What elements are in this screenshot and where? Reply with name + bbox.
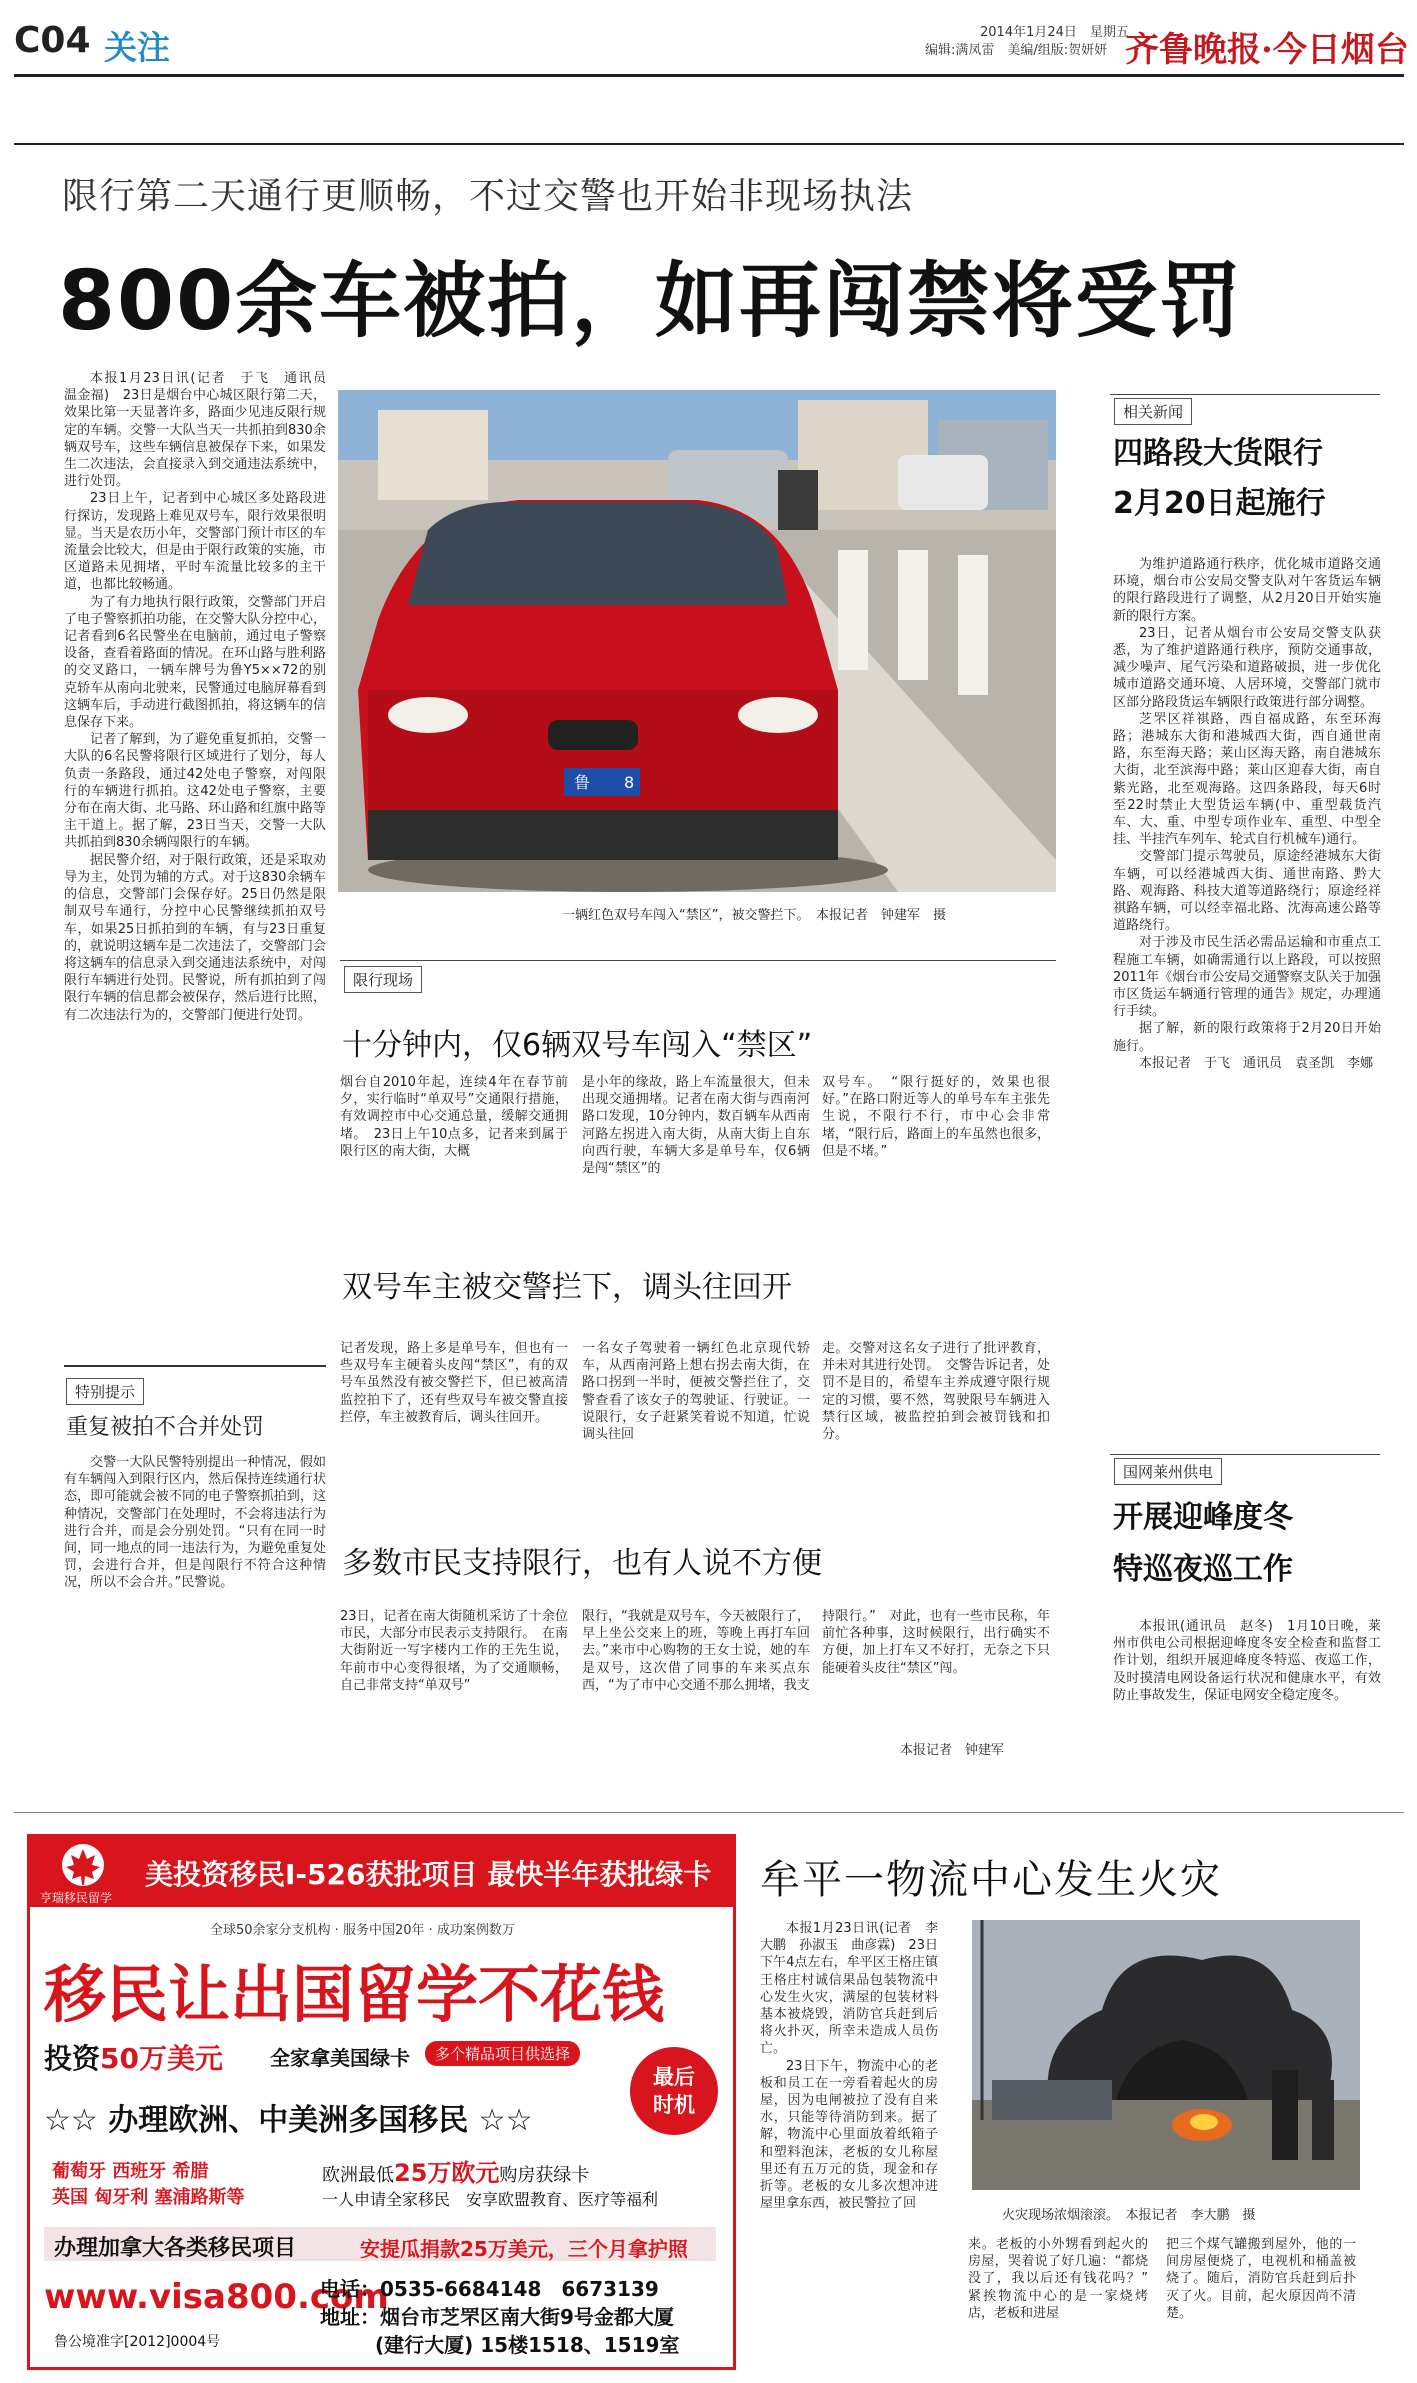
advertisement[interactable] [27, 1834, 736, 2370]
main-photo [338, 390, 1056, 892]
ad-phone: 电话：0535-6684148 6673139 [320, 2277, 659, 2301]
text-column: 来。老板的小外甥看到起火的房屋，哭着说了好几遍：“都烧没了，我以后还有钱花吗？” 紧挨物流中心的是一家烧烤店，老板和进屋 [968, 2237, 1162, 2321]
license-plate-end: 8 [624, 773, 635, 792]
ad-big-text: 移民让出国留学不花钱 [44, 1958, 665, 2031]
ad-canada: 办理加拿大各类移民项目 [54, 2236, 297, 2261]
tip-title: 重复被拍不合并处罚 [66, 1415, 265, 1440]
power-tag: 国网莱州供电 [1114, 1458, 1222, 1485]
fire-headline: 牟平一物流中心发生火灾 [760, 1857, 1222, 1903]
ad-invest-post: 全家拿美国绿卡 [270, 2046, 410, 2070]
scene-subtitle-2: 双号车主被交警拦下，调头往回开 [342, 1270, 792, 1305]
paragraph: 芝罘区祥祺路，西自福成路，东至环海路；港城东大街和港城西大街，西自通世南路，东至海天路；莱山区海天路，南自港城东大街，北至滨海中路；莱山区迎春大街，南自紫光路，北至观海路。这四条路段，每天6时至22时禁止大型货运车辆(中、重型载货汽车、大、重、中型专项作业车、重型、中型全挂、半挂汽车列车、轮式自行机械车)通行。 [1113, 711, 1381, 848]
ad-euro-min-amount: 25万欧元 [394, 2159, 500, 2187]
maple-leaf-icon [48, 1843, 118, 1889]
paragraph: 本报讯(通讯员 赵冬) 1月10日晚，莱州市供电公司根据迎峰度冬安全检查和监督工作计划，组织开展迎峰度冬特巡、夜巡工作，及时摸清电网设备运行状况和健康水平，有效防止事故发生，保证电网安全稳定度冬。 [1113, 1619, 1381, 1703]
text-column: 把三个煤气罐搬到屋外，他的一间房屋便烧了，电视机和桶盖被烧了。随后，消防官兵赶到后扑灭了火。目前，起火原因尚不清楚。 [1166, 2237, 1356, 2321]
paragraph: 据了解，新的限行政策将于2月20日开始施行。 [1113, 1021, 1381, 1054]
ad-euro-min-post: 购房获绿卡 [499, 2165, 590, 2186]
ad-address-1: 地址：烟台市芝罘区南大街9号金都大厦 [320, 2305, 674, 2329]
ad-strip: 全球50余家分支机构 · 服务中国20年 · 成功案例数万 [210, 1923, 515, 1938]
ad-euro-min-pre: 欧洲最低 [322, 2165, 394, 2186]
headline-top-rule [14, 143, 1404, 145]
headline: 800余车被拍，如再闯禁将受罚 [58, 254, 1244, 349]
text-column: 限行，“我就是双号车，今天被限行了，早上坐公交来上的班，等晚上再打车回去。”来市中心购物的王女士说，她的车是双号，这次借了同事的车来买点东西，“为了市中心交通不那么拥堵，我支 [582, 1609, 810, 1693]
masthead-rule [14, 74, 1404, 77]
ad-burst-line: 时机 [653, 2093, 695, 2117]
ad-pill: 多个精品项目供选择 [425, 2041, 580, 2066]
ad-countries-1: 葡萄牙 西班牙 希腊 [52, 2161, 209, 2182]
photo-caption: 一辆红色双号车闯入“禁区”，被交警拦下。 本报记者 钟建军 摄 [562, 908, 946, 923]
paragraph: 为了有力地执行限行政策，交警部门开启了电子警察抓拍功能，在交警大队分控中心，记者看到6名民警坐在电脑前，通过电子警察设备，查看着路面的情况。在环山路与胜利路的交叉路口，一辆车牌号为鲁Y5××72的别克轿车从南向北驶来，民警通过电脑屏幕看到这辆车后，手动进行截图抓拍，将这辆车的信息保存下来。 [64, 594, 326, 731]
ad-invest [44, 2037, 223, 2077]
ad-url[interactable]: www.visa800.com [44, 2277, 389, 2317]
newspaper-brand: 齐鲁晚报·今日烟台 [1125, 30, 1409, 70]
ad-europe: ☆☆ 办理欧洲、中美洲多国移民 ☆☆ [44, 2103, 533, 2138]
paragraph: 据民警介绍，对于限行政策，还是采取劝导为主，处罚为辅的方式。对于这830余辆车的信息，交警部门会保存好。25日仍然是限制双号车通行，分控中心民警继续抓拍双号车，如果25日抓拍到的车辆，有与23日重复的，就说明这辆车是二次违法了，交警部门会将这辆车的信息录入到交通违法系统中，对闯限行车辆进行处罚。民警说，所有抓拍到了闯限行车辆的信息都会被保存，然后进行比照，有二次违法行为的，交警部门便进行处罚。 [64, 852, 326, 1023]
paragraph: 本报记者 于飞 通讯员 袁圣凯 李娜 [1139, 1055, 1374, 1071]
ad-quebec: 安提瓜捐款25万美元，三个月拿护照 [360, 2237, 688, 2261]
ad-one-app: 一人申请全家移民 安享欧盟教育、医疗等福利 [322, 2190, 659, 2209]
fire-text-column [760, 1920, 938, 2212]
editor-line: 编辑:满凤雷 美编/组版:贺妍妍 [925, 43, 1108, 58]
kicker: 限行第二天通行更顺畅，不过交警也开始非现场执法 [62, 176, 914, 217]
tip-tag: 特别提示 [66, 1378, 144, 1405]
fire-smoke-photo [972, 1920, 1360, 2190]
text-column: 记者发现，路上多是单号车，但也有一些双号车主硬着头皮闯“禁区”，有的双号车虽然没有被交警拦下，但已被高清监控拍下了，还有些双号车被交警直接拦停，车主被教育后，调头往回开。 [340, 1341, 568, 1425]
ad-invest-pre: 投资 [44, 2042, 101, 2075]
divider [64, 1365, 326, 1367]
sidebar2-title-1: 开展迎峰度冬 [1113, 1500, 1293, 1535]
scene-subtitle-1: 十分钟内，仅6辆双号车闯入“禁区” [342, 1028, 813, 1063]
text-column: 双号车。 “限行挺好的，效果也很好。”在路口附近等人的单号车车主张先生说，不限行不行，市中心会非常堵，“限行后，路面上的车虽然也很多，但是不堵。” [822, 1075, 1050, 1159]
section-name: 关注 [104, 28, 170, 67]
byline: 本报记者 钟建军 [900, 1743, 1005, 1758]
paragraph: 23日下午，物流中心的老板和员工在一旁看着起火的房屋，因为电闸被拉了没有自来水，只能等待消防到来。据了解，物流中心里面放着纸箱子和塑料泡沫，老板的女儿称屋里还有五万元的货，现金和存折等。老板的女儿多次想冲进屋里拿东西，被民警拉了回 [760, 2058, 938, 2212]
paragraph: 为维护道路通行秩序，优化城市道路交通环境，烟台市公安局交警支队对午客货运车辆的限行路段进行了调整，从2月20日开始实施新的限行方案。 [1113, 557, 1381, 624]
main-story-column [64, 370, 340, 1024]
paragraph: 记者了解到，为了避免重复抓拍，交警一大队的6名民警将限行区域进行了划分，每人负责一条路段，通过42处电子警察，对闯限行的车辆进行抓拍。这42处电子警察，主要分布在南大街、北马路、环山路和红旗中路等主干道上。据了解，23日当天，交警一大队共抓拍到830余辆闯限行的车辆。 [64, 732, 326, 851]
divider [340, 960, 1056, 961]
divider [1110, 1454, 1380, 1455]
ad-euro-min [322, 2153, 589, 2188]
fire-photo [972, 1920, 1360, 2190]
masthead [0, 0, 1417, 78]
text-column: 烟台自2010年起，连续4年在春节前夕，实行临时“单双号”交通限行措施，有效调控市中心交通总量，缓解交通拥堵。 23日上午10点多，记者来到属于限行区的南大街，大概 [340, 1075, 568, 1159]
paragraph: 交警一大队民警特别提出一种情况，假如有车辆闯入到限行区内，然后保持连续通行状态，即可能就会被不同的电子警察抓拍到，这种情况，交警部门在处理时，不会将违法行为进行合并，而是会分别处罚。“只有在同一时间，同一地点的同一违法行为，为避免重复处罚，会进行合并，但是闯限行不符合这种情况，所以不会合并。”民警说。 [64, 1455, 326, 1591]
divider [1110, 394, 1380, 395]
fire-photo-caption: 火灾现场浓烟滚滚。 本报记者 李大鹏 摄 [1002, 2208, 1256, 2223]
ad-logo-text: 亨瑞移民留学 [40, 1891, 113, 1905]
paragraph: 交警部门提示驾驶员，原途经港城东大街车辆，可以经港城西大街、通世南路、黔大路、观海路、科技大道等道路绕行；原途经祥祺路车辆，可以经幸福北路、沈海高速公路等道路绕行。 [1113, 849, 1381, 934]
ad-invest-amount: 50万美元 [100, 2042, 223, 2075]
sidebar-body [1113, 556, 1381, 1072]
date-line: 2014年1月24日 星期五 [980, 25, 1129, 40]
license-plate: 鲁 [574, 773, 591, 792]
paragraph: 本报1月23日讯(记者 于飞 通讯员 温金福) 23日是烟台中心城区限行第二天，效果比第一天显著许多，路面少见违反限行规定的车辆。交警一大队当天一共抓拍到830余辆双号车，这些车辆信息被保存下来，如果发生二次违法，会直接录入到交通违法系统中，进行处罚。 [64, 371, 340, 490]
page-number: C04 [14, 20, 91, 61]
paragraph: 本报1月23日讯(记者 李大鹏 孙淑玉 曲彦霖) 23日下午4点左右，牟平区王格庄镇王格庄村诚信果品包装物流中心发生火灾，满屋的包装材料基本被烧毁，消防官兵赶到后将火扑灭，所幸未造成人员伤亡。 [760, 1921, 938, 2057]
paragraph: 23日上午，记者到中心城区多处路段进行探访，发现路上难见双号车，限行效果很明显。当天是农历小年，交警部门预计市区的车流量会比较大，但是由于限行政策的实施，市区道路未见拥堵，平时车流量比较多的主干道，也都比较畅通。 [64, 491, 326, 593]
ad-license: 鲁公境准字[2012]0004号 [54, 2334, 221, 2350]
tip-body [64, 1454, 326, 1592]
scene-subtitle-3: 多数市民支持限行，也有人说不方便 [342, 1546, 822, 1581]
scene-tag: 限行现场 [344, 966, 422, 993]
text-column: 持限行。” 对此，也有一些市民称，年前忙各种事，这时候限行，出行确实不方便，加上打车又不好打，无奈之下只能硬着头皮往“禁区”闯。 [822, 1609, 1050, 1676]
text-column: 是小年的缘故，路上车流量很大，但未出现交通拥堵。记者在南大街与西南河路口发现，10分钟内，数百辆车从西南河路左拐进入南大街，从南大街上自东向西行驶，车辆大多是单号车，仅6辆是闯“禁区”的 [582, 1075, 810, 1177]
paragraph: 对于涉及市民生活必需品运输和市重点工程施工车辆，如确需通行以上路段，可以按照2011年《烟台市公安局交通警察支队关于加强市区货运车辆通行管理的通告》规定，办理通行手续。 [1113, 935, 1381, 1020]
sidebar2-title-2: 特巡夜巡工作 [1113, 1552, 1293, 1587]
sidebar2-body [1113, 1618, 1381, 1704]
sidebar-title-1: 四路段大货限行 [1113, 436, 1323, 471]
text-column: 23日，记者在南大街随机采访了十余位市民，大部分市民表示支持限行。 在南大街附近一写字楼内工作的王先生说，年前市中心变得很堵，为了交通顺畅，自己非常支持“单双号” [340, 1609, 568, 1693]
ad-burst-line: 最后 [653, 2065, 695, 2089]
ad-address-2: (建行大厦) 15楼1518、1519室 [375, 2333, 680, 2357]
text-column: 一名女子驾驶着一辆红色北京现代轿车，从西南河路上想右拐去南大街，在路口拐到一半时，便被交警拦住了，交警查看了该女子的驾驶证、行驶证。一说限行，女子赶紧笑着说不知道，忙说调头往回 [582, 1341, 810, 1443]
ad-burst [630, 2047, 718, 2135]
red-car-photo [338, 390, 1056, 892]
paragraph: 23日，记者从烟台市公安局交警支队获悉，为了维护道路通行秩序，预防交通事故，减少噪声、尾气污染和道路破损，进一步优化城市道路交通环境、人居环境，交警部门就市区部分路段货运车辆限行政策进行部分调整。 [1113, 625, 1381, 710]
ad-top-banner: 美投资移民I-526获批项目 最快半年获批绿卡 [145, 1858, 712, 1891]
ad-countries-2: 英国 匈牙利 塞浦路斯等 [52, 2187, 245, 2208]
related-tag: 相关新闻 [1114, 398, 1192, 425]
divider [14, 1812, 1404, 1813]
text-column: 走。交警对这名女子进行了批评教育，并未对其进行处罚。 交警告诉记者，处罚不是目的，希望车主养成遵守限行规定的习惯，要不然，驾驶限号车辆进入禁行区域，被监控拍到会被罚钱和扣分。 [822, 1341, 1050, 1443]
sidebar-title-2: 2月20日起施行 [1113, 486, 1326, 521]
